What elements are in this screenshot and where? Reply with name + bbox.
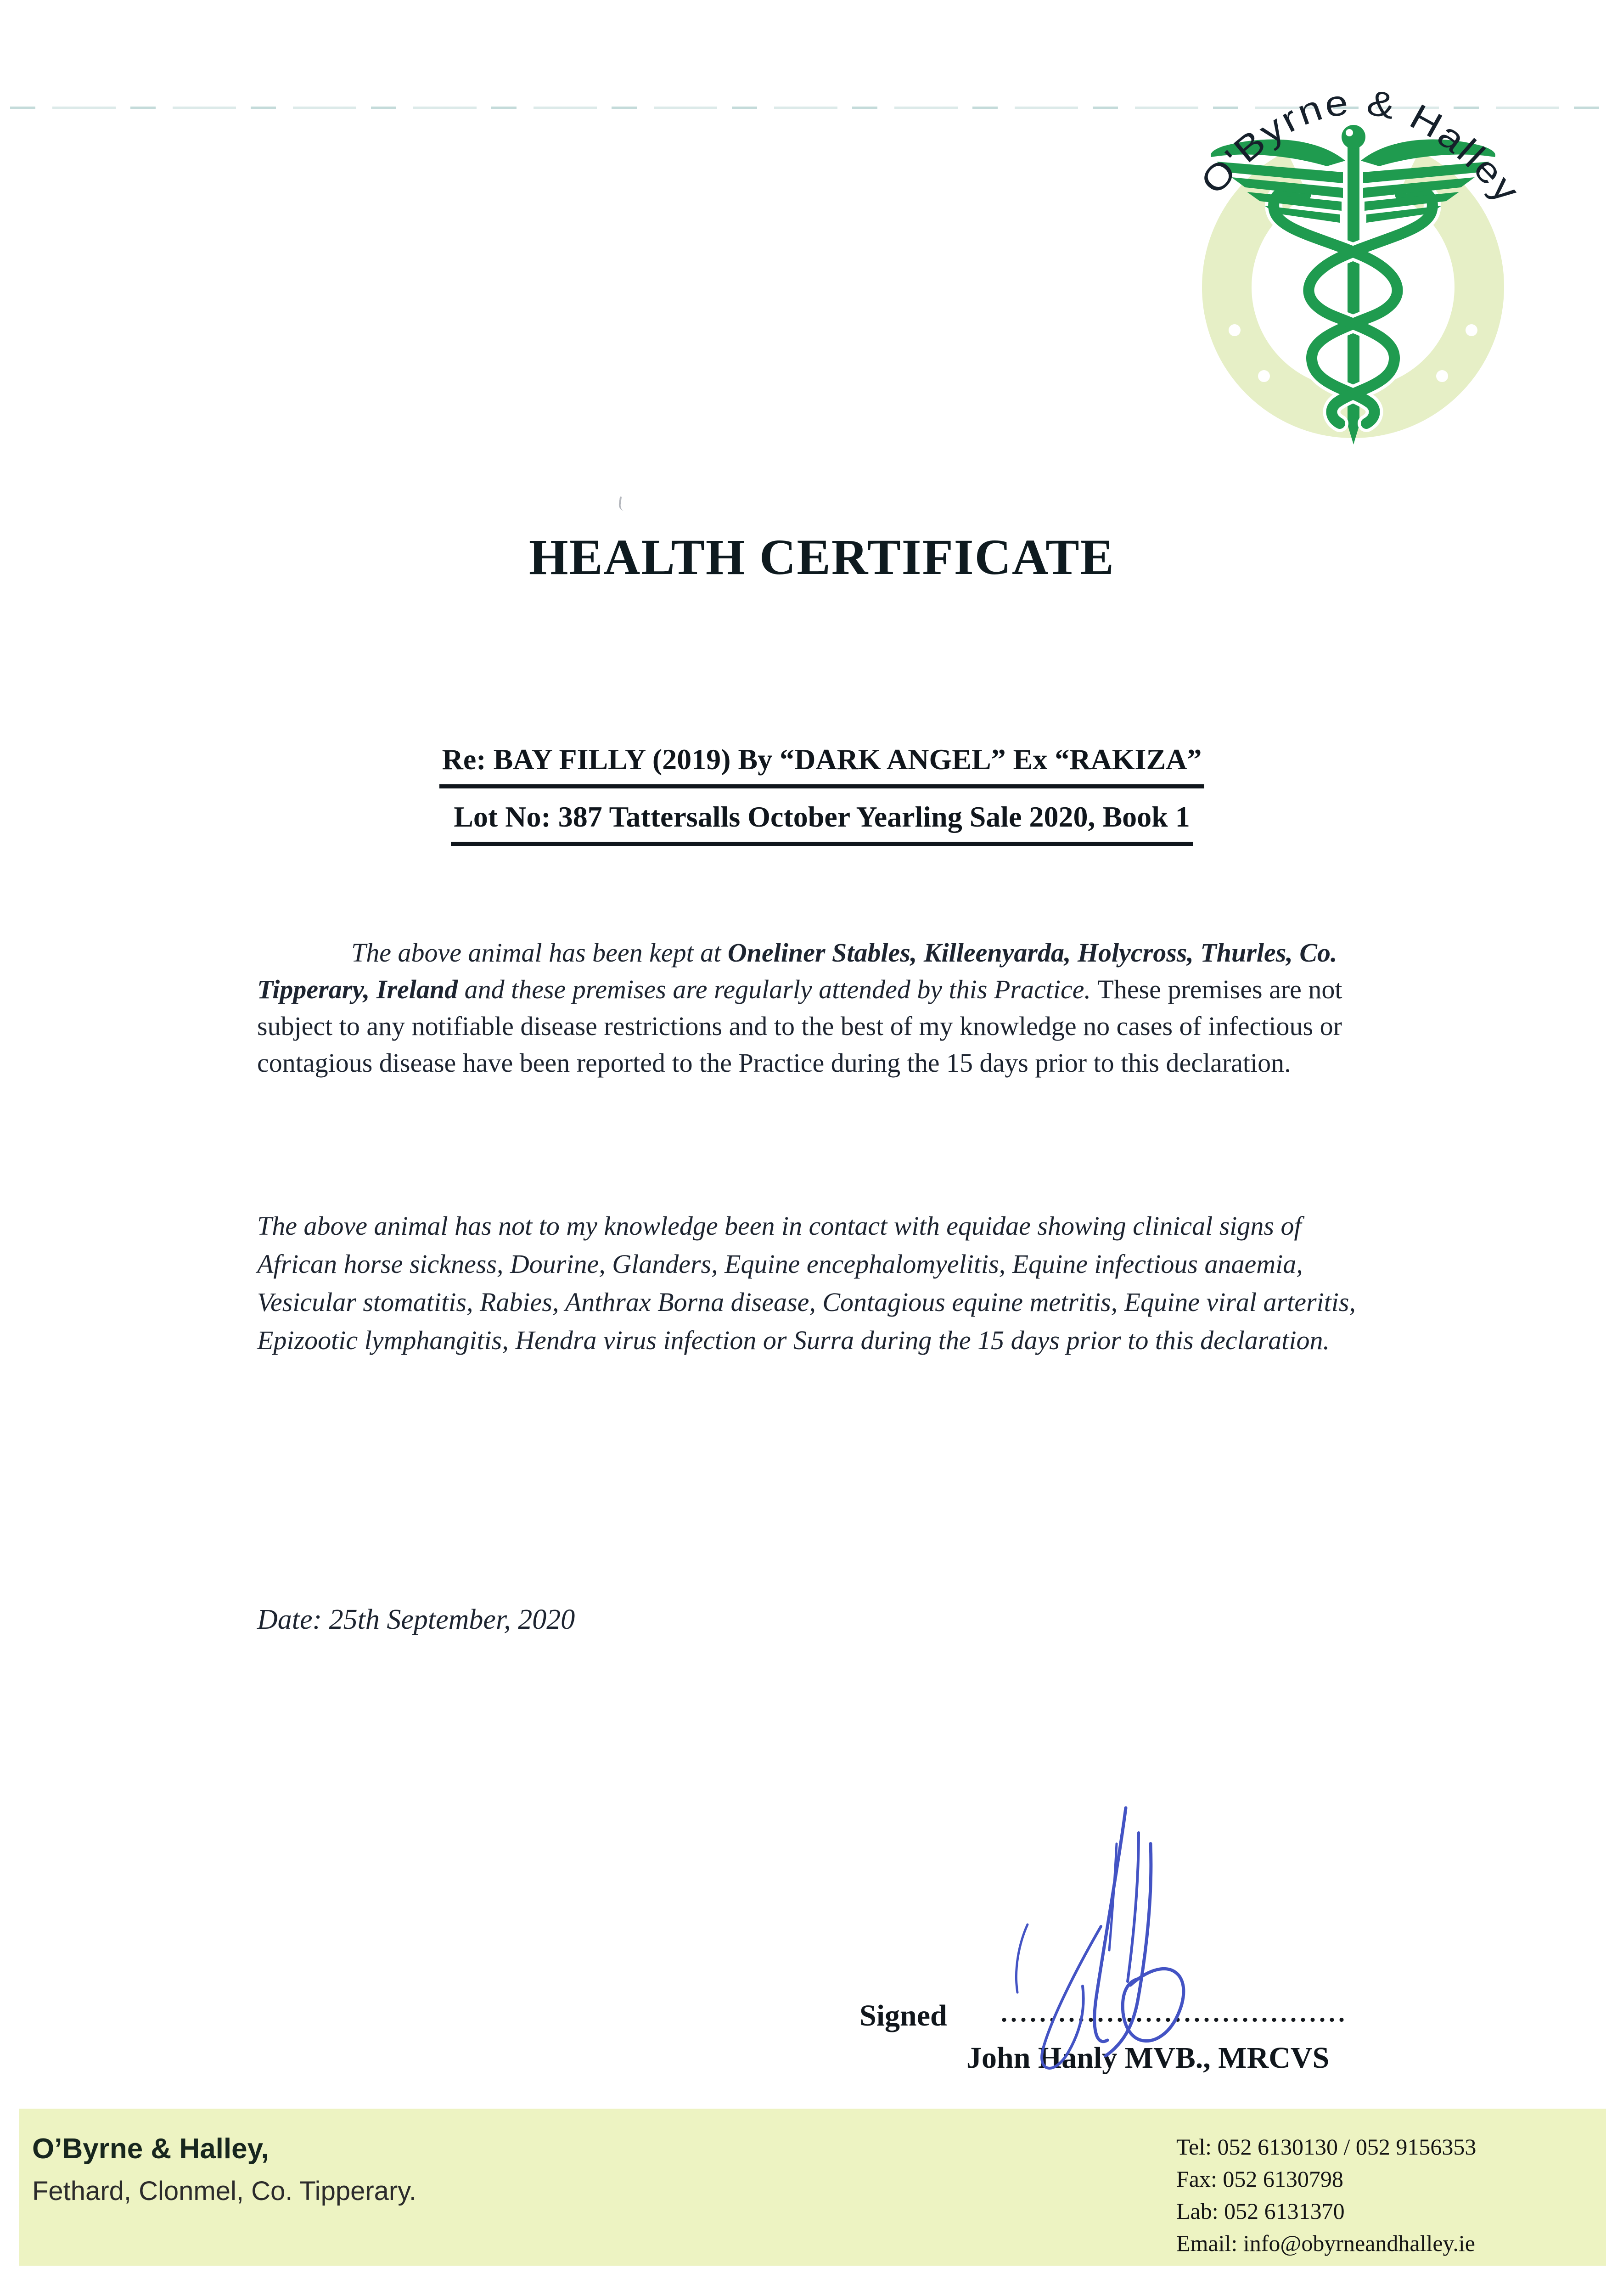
subject-line-2-text: Lot No: 387 Tattersalls October Yearling Sale 2020, Book 1 bbox=[451, 796, 1193, 846]
para1-run-practice: and these premises are regularly attended by this Practice. bbox=[458, 974, 1098, 1004]
para1-run-restrictions: These premises are not subject to any notifiable disease restrictions and to the best of my knowledge no cases of infectious or contagious disease have been reported to the Practice during the 15 days prior to this declaration. bbox=[257, 974, 1342, 1078]
footer-practice-name: O’Byrne & Halley, bbox=[32, 2133, 269, 2165]
scan-speck bbox=[618, 496, 626, 511]
para1-run-intro: The above animal has been kept at bbox=[351, 938, 728, 968]
date-line: Date: 25th September, 2020 bbox=[257, 1604, 575, 1635]
footer-contact-block bbox=[1176, 2131, 1476, 2259]
footer-email: Email: info@obyrneandhalley.ie bbox=[1176, 2230, 1475, 2256]
practice-logo-caduceus-icon bbox=[1185, 69, 1533, 473]
footer-band bbox=[19, 2109, 1606, 2266]
signed-label: Signed bbox=[859, 1999, 947, 2032]
subject-line-2 bbox=[193, 796, 1451, 846]
footer-lab: Lab: 052 6131370 bbox=[1176, 2198, 1345, 2224]
signature-dotted-line: .................................... bbox=[1001, 1999, 1348, 2027]
signature-ink bbox=[987, 1789, 1207, 2082]
footer-tel: Tel: 052 6130130 / 052 9156353 bbox=[1176, 2134, 1477, 2160]
footer-fax: Fax: 052 6130798 bbox=[1176, 2166, 1343, 2192]
footer-address: Fethard, Clonmel, Co. Tipperary. bbox=[32, 2176, 417, 2206]
declaration-paragraph-diseases: The above animal has not to my knowledge been in contact with equidae showing clinical signs of African horse sickness, Dourine, Glanders, Equine encephalomyelitis, Equine infectious anaemia, Vesicular stomatitis, Rabies, Anthrax Borna disease, Contagious equine metritis, Equine viral arteritis, Epizootic lymphangitis, Hendra virus infection or Surra during the 15 days prior to this declaration. bbox=[257, 1211, 1356, 1355]
declaration-paragraph-premises bbox=[257, 934, 1359, 1081]
subject-block bbox=[193, 738, 1451, 853]
subject-line-1-text: Re: BAY FILLY (2019) By “DARK ANGEL” Ex “RAKIZA” bbox=[439, 738, 1205, 788]
page-title: HEALTH CERTIFICATE bbox=[528, 529, 1115, 585]
para1-run-stable-address: Oneliner Stables, Killeenyarda, Holycross, Thurles, Co. Tipperary, Ireland bbox=[257, 938, 1337, 1004]
logo-arc-text: O'Byrne & Halley bbox=[1192, 81, 1527, 209]
subject-line-1 bbox=[193, 738, 1451, 788]
signatory-name: John Hanly MVB., MRCVS bbox=[966, 2041, 1330, 2075]
